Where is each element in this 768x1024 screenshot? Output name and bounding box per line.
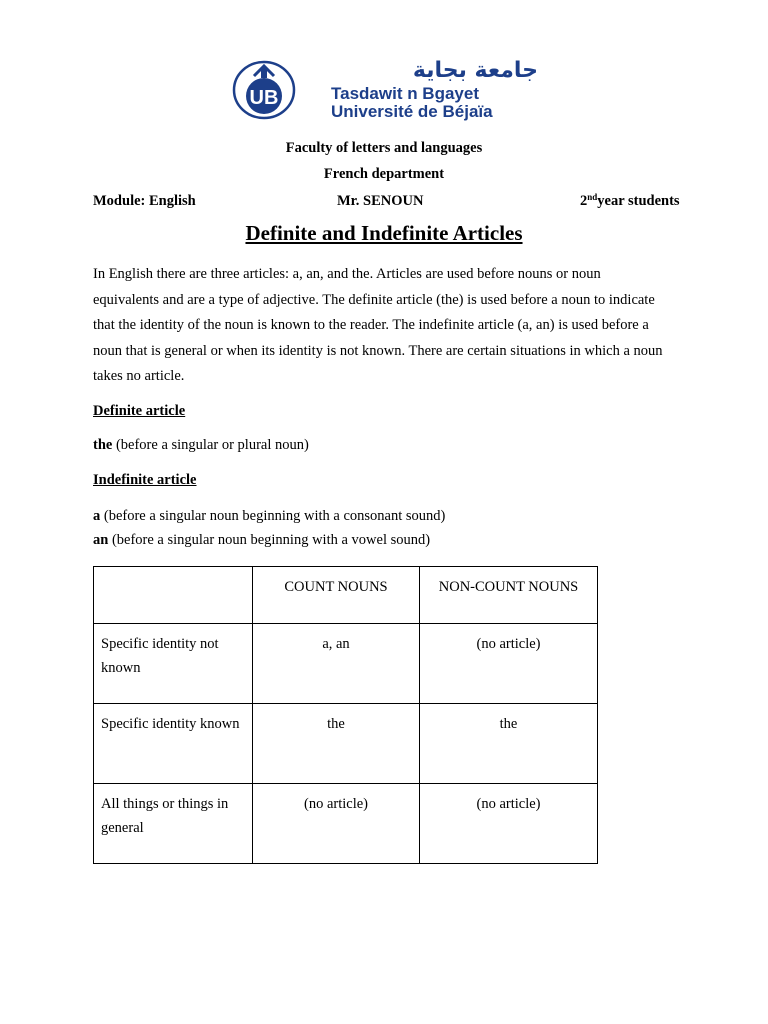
definite-item — [93, 437, 309, 454]
page-title: Definite and Indefinite Articles — [245, 221, 523, 245]
table-header-cell: NON-COUNT NOUNS — [420, 567, 598, 624]
article-desc: (before a singular noun beginning with a vowel sound) — [108, 532, 431, 548]
level-text: year students — [597, 193, 680, 209]
indefinite-item — [93, 508, 445, 525]
table-cell: (no article) — [253, 784, 420, 864]
table-row — [94, 624, 598, 704]
definite-article-heading: Definite article — [93, 403, 186, 419]
university-logo — [232, 58, 542, 124]
table-cell: Specific identity not known — [94, 624, 253, 704]
article-term: a — [93, 508, 101, 524]
logo-arabic-name: جامعة بجاية — [412, 58, 538, 83]
table-header-cell: COUNT NOUNS — [253, 567, 420, 624]
articles-table — [93, 566, 598, 864]
table-cell: the — [420, 704, 598, 784]
table-cell: the — [253, 704, 420, 784]
university-emblem-icon — [232, 58, 296, 122]
table-row — [94, 704, 598, 784]
department-name: French department — [323, 166, 445, 182]
article-term: the — [93, 437, 113, 453]
emblem-letters: UB — [249, 87, 279, 109]
level-suffix: nd — [587, 192, 598, 202]
table-cell: (no article) — [420, 624, 598, 704]
table-cell: All things or things in general — [94, 784, 253, 864]
article-desc: (before a singular or plural noun) — [112, 437, 309, 453]
table-header-cell — [94, 567, 253, 624]
table-cell: Specific identity known — [94, 704, 253, 784]
indefinite-item — [93, 532, 430, 549]
module-label: Module: English — [93, 193, 196, 209]
article-desc: (before a singular noun beginning with a consonant sound) — [100, 508, 446, 524]
level-number: 2 — [580, 193, 588, 209]
article-term: an — [93, 532, 109, 548]
intro-paragraph: In English there are three articles: a, an, and the. Articles are used before nouns or noun equivalents and are a type of adjective. The definite article (the) is used before a noun to indicate that the identity of the noun is known to the reader. The indefinite article (a, an) is used before a noun that is general or when its identity is not known. There are certain situations in which a noun takes no article. — [93, 266, 663, 384]
indefinite-article-heading: Indefinite article — [93, 472, 197, 488]
logo-french-name: Université de Béjaïa — [331, 102, 493, 121]
table-cell: a, an — [253, 624, 420, 704]
table-header-row — [94, 567, 598, 624]
faculty-name: Faculty of letters and languages — [285, 140, 483, 156]
table-cell: (no article) — [420, 784, 598, 864]
logo-tamazight-name: Tasdawit n Bgayet — [331, 84, 479, 103]
student-level — [580, 193, 680, 210]
table-row — [94, 784, 598, 864]
teacher-name: Mr. SENOUN — [337, 193, 424, 209]
